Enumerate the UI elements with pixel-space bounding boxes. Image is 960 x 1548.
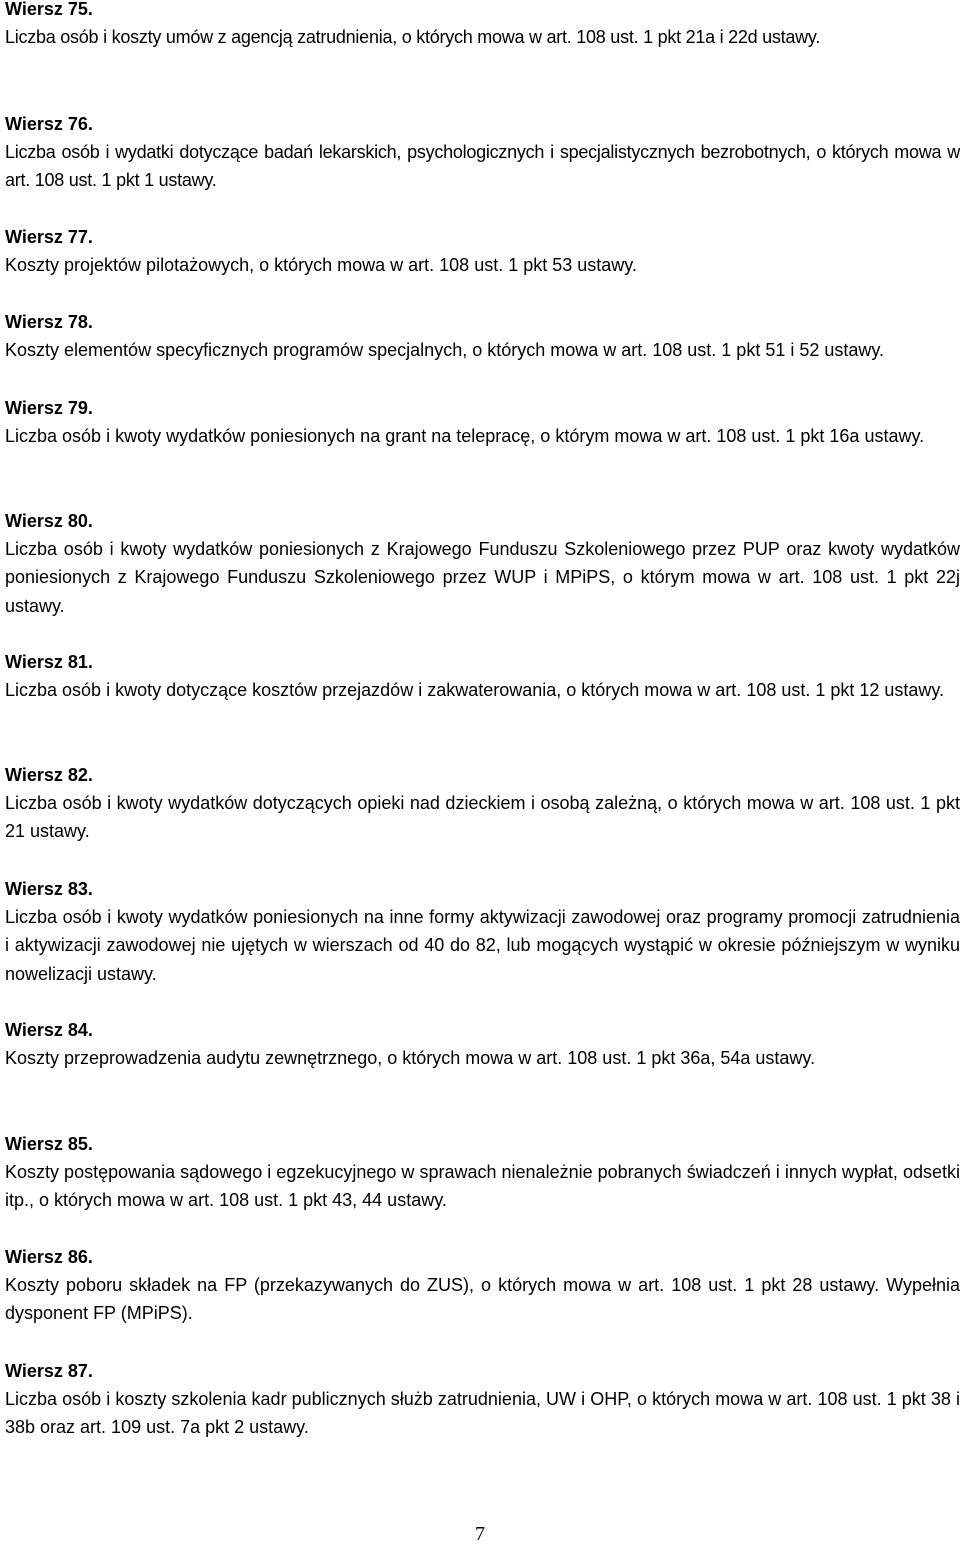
entry-wiersz-87 bbox=[5, 1357, 960, 1442]
entry-text: Liczba osób i kwoty wydatków poniesionych na inne formy aktywizacji zawodowej oraz programy promocji zatrudnienia i aktywizacji zawodowej nie ujętych w wierszach od 40 do 82, lub mogących wystąpić w okresie późniejszym w wyniku nowelizacji ustawy. bbox=[5, 907, 960, 984]
entry-wiersz-84 bbox=[5, 1016, 960, 1072]
entry-text: Liczba osób i koszty umów z agencją zatrudnienia, o których mowa w art. 108 ust. 1 pkt 21a i 22d ustawy. bbox=[5, 27, 821, 47]
entry-wiersz-83 bbox=[5, 875, 960, 988]
entry-heading: Wiersz 84. bbox=[5, 1020, 93, 1040]
entry-text: Liczba osób i kwoty wydatków poniesionych na grant na telepracę, o którym mowa w art. 108 ust. 1 pkt 16a ustawy. bbox=[5, 426, 925, 446]
entry-heading: Wiersz 86. bbox=[5, 1247, 93, 1267]
entry-wiersz-78 bbox=[5, 308, 960, 364]
entry-wiersz-86 bbox=[5, 1243, 960, 1328]
entry-wiersz-85 bbox=[5, 1130, 960, 1215]
entry-text: Koszty projektów pilotażowych, o których mowa w art. 108 ust. 1 pkt 53 ustawy. bbox=[5, 255, 637, 275]
entry-text: Liczba osób i koszty szkolenia kadr publicznych służb zatrudnienia, UW i OHP, o których mowa w art. 108 ust. 1 pkt 38 i 38b oraz art. 109 ust. 7a pkt 2 ustawy. bbox=[5, 1389, 960, 1438]
entry-heading: Wiersz 79. bbox=[5, 398, 93, 418]
entry-wiersz-77 bbox=[5, 223, 960, 279]
entry-wiersz-80 bbox=[5, 507, 960, 620]
entry-text: Koszty postępowania sądowego i egzekucyjnego w sprawach nienależnie pobranych świadczeń i innych wypłat, odsetki itp., o których mowa w art. 108 ust. 1 pkt 43, 44 ustawy. bbox=[5, 1162, 960, 1211]
entry-wiersz-76 bbox=[5, 110, 960, 195]
entry-wiersz-79 bbox=[5, 394, 960, 450]
entry-heading: Wiersz 85. bbox=[5, 1134, 93, 1154]
entry-wiersz-82 bbox=[5, 761, 960, 846]
page-number: 7 bbox=[475, 1523, 485, 1545]
entry-heading: Wiersz 76. bbox=[5, 114, 93, 134]
entry-heading: Wiersz 78. bbox=[5, 312, 93, 332]
entry-heading: Wiersz 81. bbox=[5, 652, 93, 672]
entry-text: Liczba osób i kwoty wydatków poniesionych z Krajowego Funduszu Szkoleniowego przez PUP oraz kwoty wydatków poniesionych z Krajowego Funduszu Szkoleniowego przez WUP i MPiPS, o którym mowa w art. 108 ust. 1 pkt 22j ustawy. bbox=[5, 539, 960, 616]
entry-text: Koszty elementów specyficznych programów specjalnych, o których mowa w art. 108 ust. 1 pkt 51 i 52 ustawy. bbox=[5, 340, 885, 360]
entry-heading: Wiersz 82. bbox=[5, 765, 93, 785]
entry-wiersz-75 bbox=[5, 0, 960, 51]
entry-heading: Wiersz 87. bbox=[5, 1361, 93, 1381]
entry-heading: Wiersz 75. bbox=[5, 0, 93, 19]
entry-text: Liczba osób i kwoty dotyczące kosztów przejazdów i zakwaterowania, o których mowa w art. 108 ust. 1 pkt 12 ustawy. bbox=[5, 680, 945, 700]
entry-text: Liczba osób i kwoty wydatków dotyczących opieki nad dzieckiem i osobą zależną, o których mowa w art. 108 ust. 1 pkt 21 ustawy. bbox=[5, 793, 960, 842]
entry-heading: Wiersz 83. bbox=[5, 879, 93, 899]
entry-text: Koszty przeprowadzenia audytu zewnętrznego, o których mowa w art. 108 ust. 1 pkt 36a, 54a ustawy. bbox=[5, 1048, 816, 1068]
entry-heading: Wiersz 80. bbox=[5, 511, 93, 531]
entry-text: Liczba osób i wydatki dotyczące badań lekarskich, psychologicznych i specjalistycznych bezrobotnych, o których mowa w art. 108 ust. 1 pkt 1 ustawy. bbox=[5, 142, 960, 191]
entry-wiersz-81 bbox=[5, 648, 960, 704]
entry-text: Koszty poboru składek na FP (przekazywanych do ZUS), o których mowa w art. 108 ust. 1 pkt 28 ustawy. Wypełnia dysponent FP (MPiPS). bbox=[5, 1275, 960, 1324]
entry-heading: Wiersz 77. bbox=[5, 227, 93, 247]
